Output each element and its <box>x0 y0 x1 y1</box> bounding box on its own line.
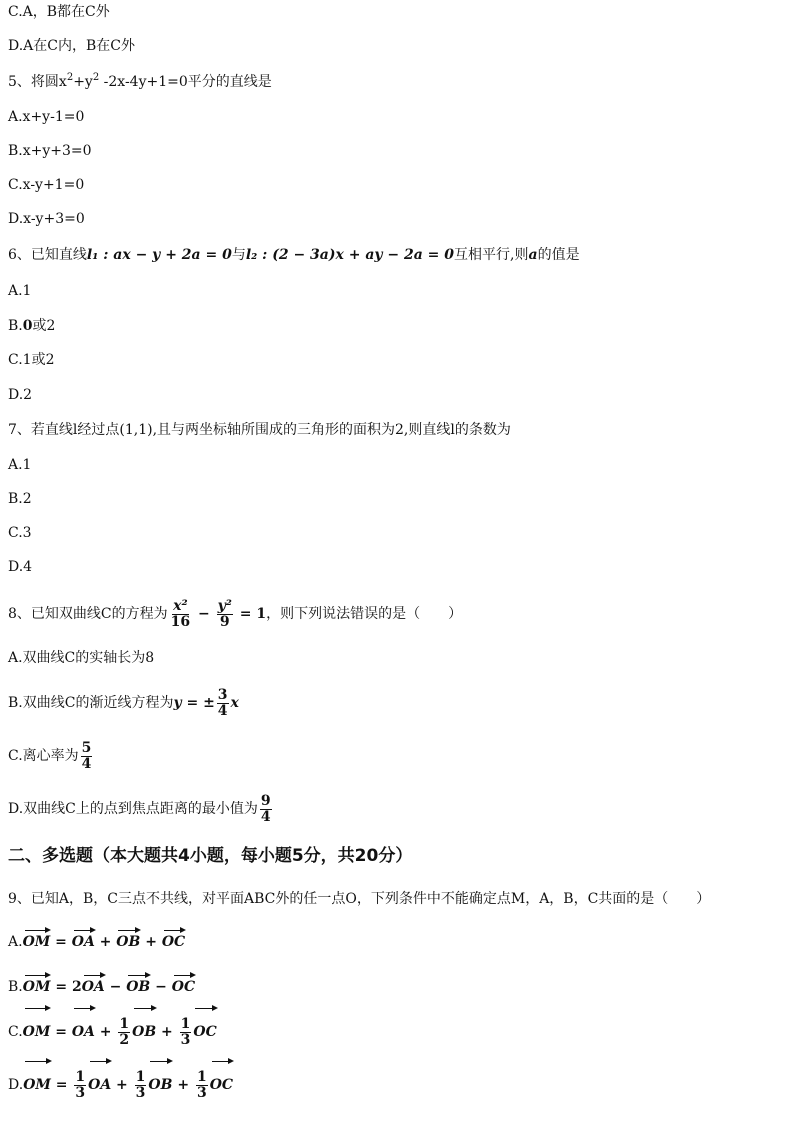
q5-stem: 5、将圆$x^2+y^2$ -2x-4y+1=0平分的直线是 <box>8 72 272 90</box>
q9-option-b: B.OM = 2OA − OB − OC <box>8 979 196 995</box>
q6-option-c: C.1或2 <box>8 352 55 368</box>
q4-option-c: C.A，B都在C外 <box>8 4 110 20</box>
q6-option-b: B.0或2 <box>8 318 56 334</box>
q7-option-d: D.4 <box>8 559 33 575</box>
q9-option-c: C.OM = OA + $\frac{1}{2}$ OB + $\frac{1}{3}$ OC <box>8 1010 217 1054</box>
q5-option-c: C.x-y+1=0 <box>8 177 85 193</box>
q8-stem: 8、已知双曲线C的方程为 $\frac{\text{x²}}{16}$ − $\frac{\text{y²}}{9}$ = 1，则下列说法错误的是（ ） <box>8 597 463 630</box>
q8-fraction-y: $\frac{\text{y²}}{9}$ <box>217 597 232 630</box>
q6-stem: 6、已知直线l₁ : ax − y + 2a = 0与l₂ : (2 − 3a)x + ay − 2a = 0互相平行,则a的值是 <box>8 247 580 263</box>
q6-option-a: A.1 <box>8 283 32 299</box>
q5-option-a: A.x+y-1=0 <box>8 109 85 125</box>
section-heading-multiple-choice: 二、多选题（本大题共4小题，每小题5分，共20分） <box>8 846 413 866</box>
q7-option-b: B.2 <box>8 491 32 507</box>
q8-option-d: D.双曲线C上的点到焦点距离的最小值为 $\frac{9}{4}$ <box>8 792 271 825</box>
q9-stem: 9、已知A，B，C三点不共线，对平面ABC外的任一点O，下列条件中不能确定点M，A，B，C共面的是（ ） <box>8 891 711 907</box>
q5-option-d: D.x-y+3=0 <box>8 211 85 227</box>
q4-option-d: D.A在C内，B在C外 <box>8 38 135 54</box>
q9-option-d: D.OM = $\frac{1}{3}$ OA + $\frac{1}{3}$ OB + $\frac{1}{3}$ OC <box>8 1063 233 1107</box>
q6-option-d: D.2 <box>8 387 33 403</box>
q7-option-c: C.3 <box>8 525 32 541</box>
q8-option-b: B.双曲线C的渐近线方程为y = ± $\frac{3}{4}$ x <box>8 686 239 719</box>
q8-option-a: A.双曲线C的实轴长为8 <box>8 650 155 666</box>
q7-stem: 7、若直线l经过点(1,1),且与两坐标轴所围成的三角形的面积为2,则直线l的条数为 <box>8 422 511 438</box>
q8-fraction-x: $\frac{\text{x²}}{16}$ <box>170 597 191 630</box>
q8-option-c: C.离心率为 $\frac{5}{4}$ <box>8 739 92 772</box>
q9-option-a: A.OM = OA + OB + OC <box>8 934 186 950</box>
q5-option-b: B.x+y+3=0 <box>8 143 92 159</box>
q7-option-a: A.1 <box>8 457 32 473</box>
